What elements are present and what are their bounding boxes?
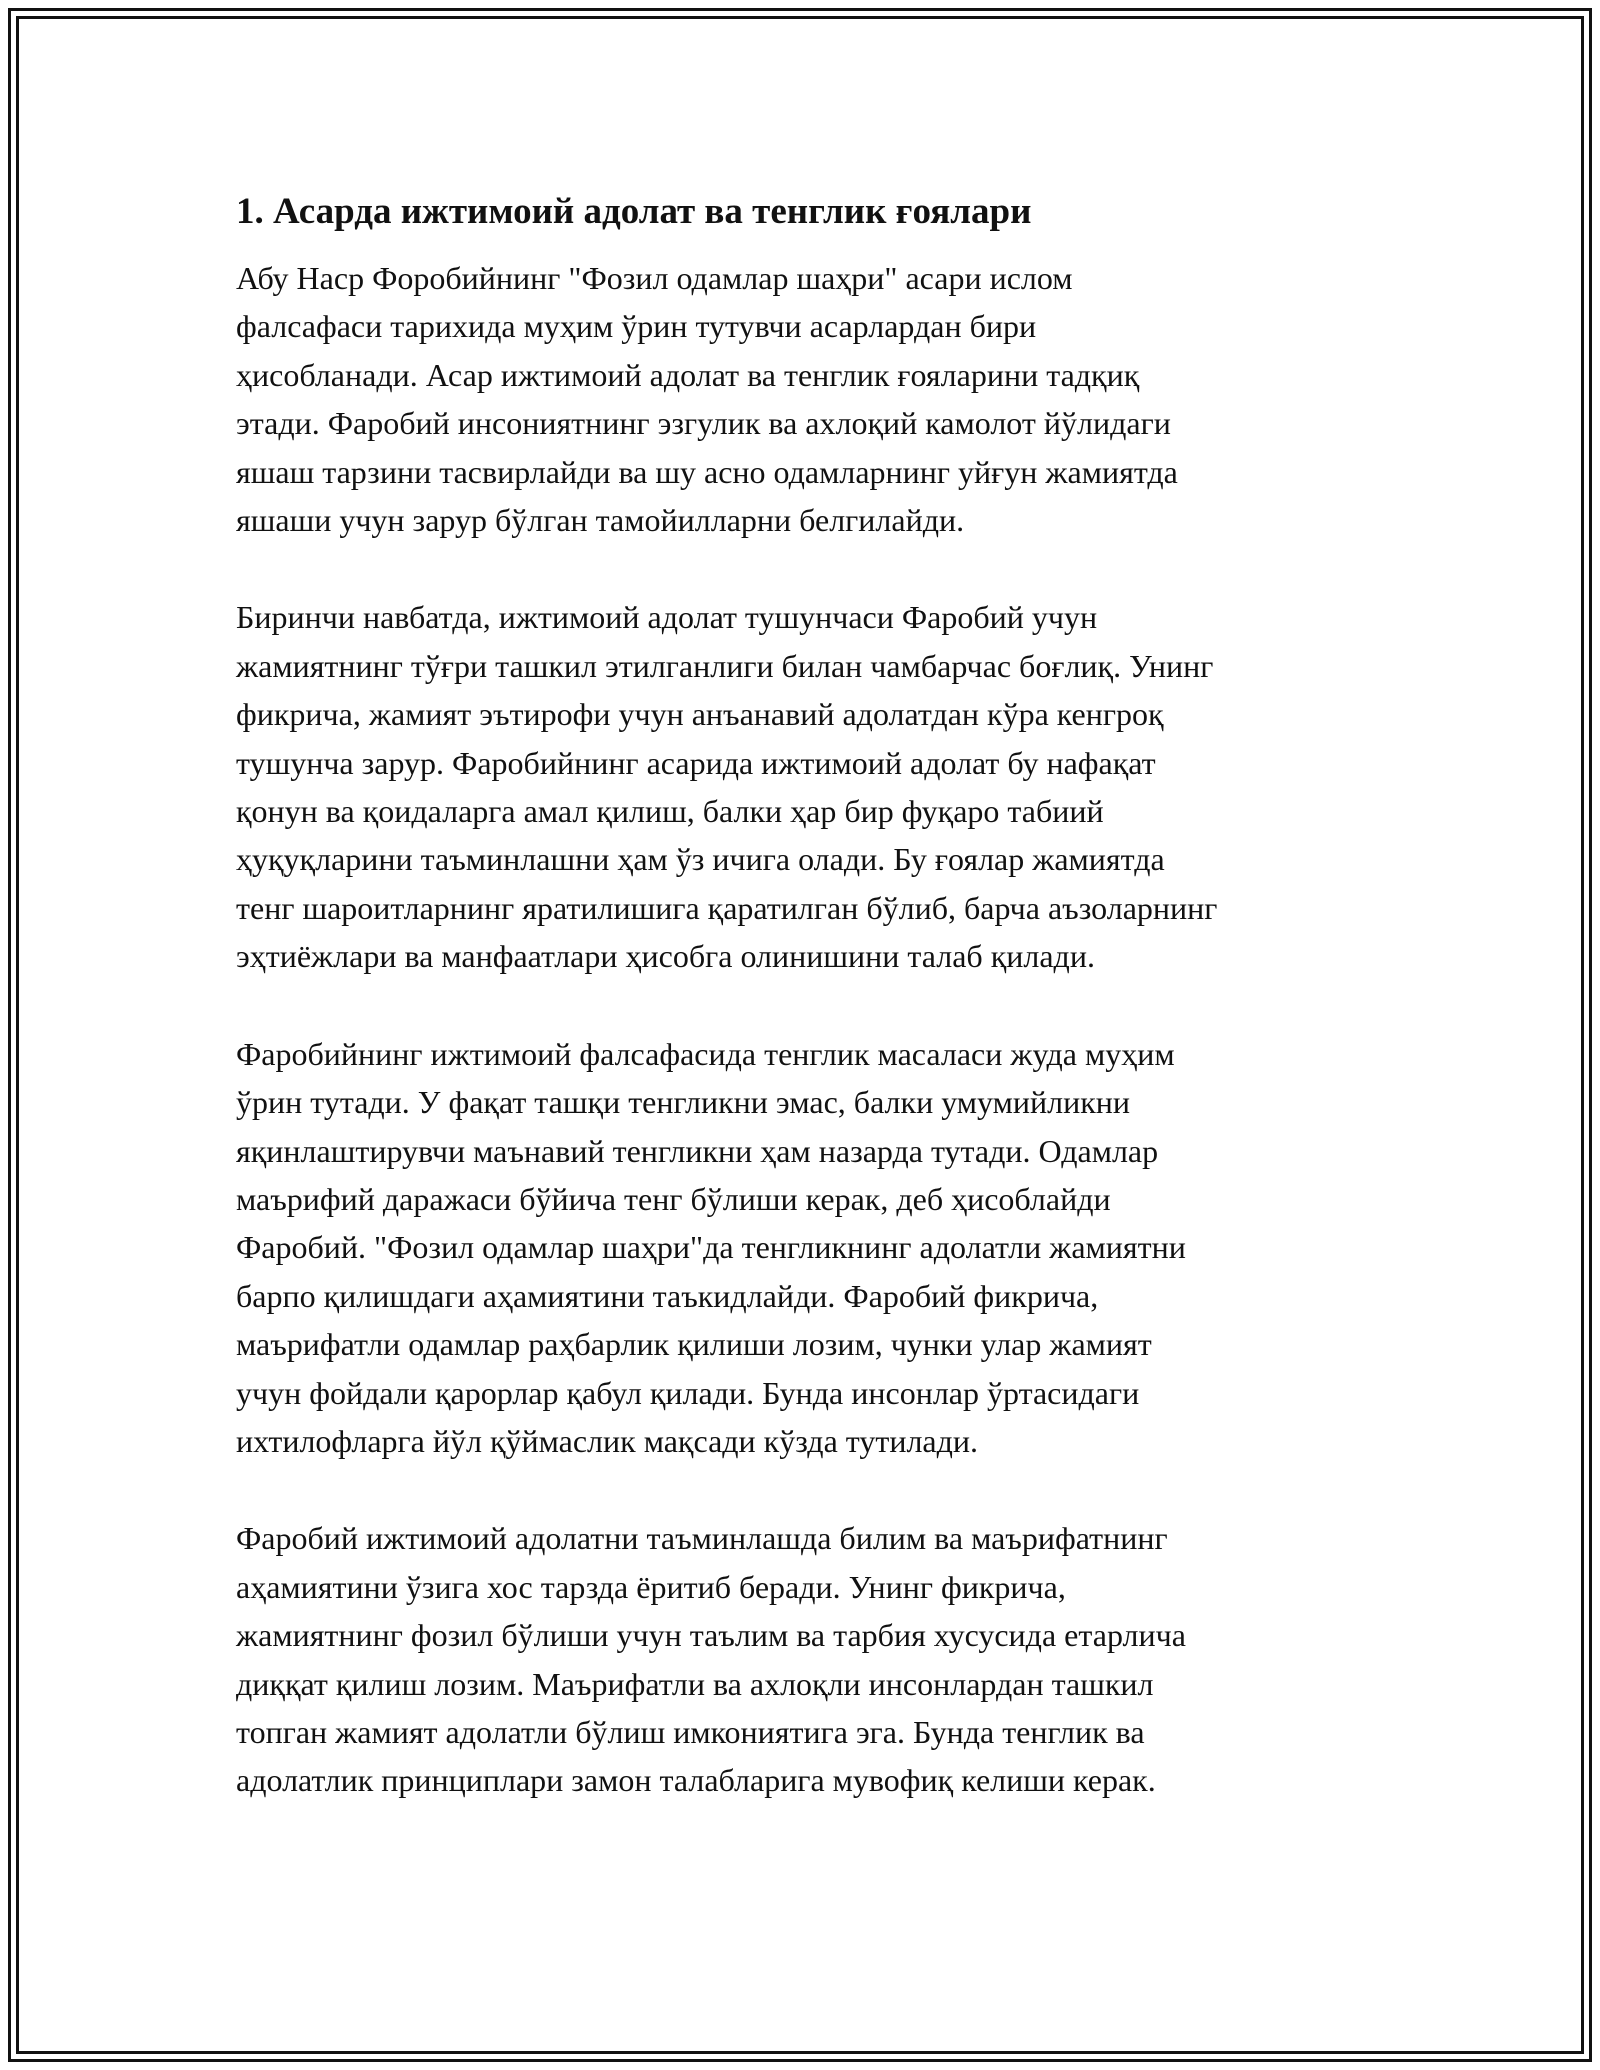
section-heading: 1. Асарда ижтимоий адолат ва тенглик ғоялари [236,191,1032,232]
text-line: яшаши учун зарур бўлган тамойилларни белгилайди. [236,502,965,539]
text-line: барпо қилишдаги аҳамиятини таъкидлайди. Фаробий фикрича, [236,1277,1099,1314]
text-line: жамиятнинг фозил бўлиши учун таълим ва тарбия хусусида етарлича [236,1617,1186,1654]
text-line: маърифатли одамлар раҳбарлик қилиши лозим, чунки улар жамият [236,1326,1152,1363]
text-line: диққат қилиш лозим. Маърифатли ва ахлоқли инсонлардан ташкил [236,1665,1154,1702]
text-line: жамиятнинг тўғри ташкил этилганлиги билан чамбарчас боғлиқ. Унинг [236,647,1214,684]
text-line: Биринчи навбатда, ижтимоий адолат тушунчаси Фаробий учун [236,599,1098,636]
text-line: ҳисобланади. Асар ижтимоий адолат ва тенглик ғояларини тадқиқ [236,356,1140,393]
text-line: яшаш тарзини тасвирлайди ва шу асно одамларнинг уйғун жамиятда [236,453,1178,490]
text-line: ўрин тутади. У фақат ташқи тенгликни эмас, балки умумийликни [236,1084,1130,1121]
body-paragraph-4 [236,1514,1376,1804]
text-line: Фаробий ижтимоий адолатни таъминлашда билим ва маърифатнинг [236,1520,1168,1557]
text-line: топган жамият адолатли бўлиш имкониятига эга. Бунда тенглик ва [236,1713,1145,1750]
text-line: адолатлик принциплари замон талабларига мувофиқ келиши керак. [236,1762,1156,1799]
text-line: ихтилофларга йўл қўймаслик мақсади кўзда тутилади. [236,1422,979,1459]
text-line: Фаробий. "Фозил одамлар шаҳри"да тенгликнинг адолатли жамиятни [236,1229,1186,1266]
text-line: Фаробийнинг ижтимоий фалсафасида тенглик масаласи жуда муҳим [236,1035,1175,1072]
text-line: фикрича, жамият эътирофи учун анъанавий адолатдан кўра кенгроқ [236,696,1164,733]
body-paragraph-1 [236,254,1376,544]
text-line: этади. Фаробий инсониятнинг эзгулик ва ахлоқий камолот йўлидаги [236,405,1171,442]
text-line: Абу Наср Форобийнинг "Фозил одамлар шаҳри" асари ислом [236,260,1073,296]
text-line: аҳамиятини ўзига хос тарзда ёритиб беради. Унинг фикрича, [236,1568,1066,1605]
text-line: ҳуқуқларини таъминлашни ҳам ўз ичига олади. Бу ғоялар жамиятда [236,841,1165,878]
text-line: эҳтиёжлари ва манфаатлари ҳисобга олинишини талаб қилади. [236,938,1095,975]
text-line: тенг шароитларнинг яратилишига қаратилган бўлиб, барча аъзоларнинг [236,889,1218,926]
body-paragraph-2 [236,593,1376,980]
document-body [236,188,1376,1854]
text-line: учун фойдали қарорлар қабул қилади. Бунда инсонлар ўртасидаги [236,1374,1140,1411]
text-line: қонун ва қоидаларга амал қилиш, балки ҳар бир фуқаро табиий [236,793,1104,830]
text-line: тушунча зарур. Фаробийнинг асарида ижтимоий адолат бу нафақат [236,744,1156,781]
text-line: фалсафаси тарихида муҳим ўрин тутувчи асарлардан бири [236,308,1037,345]
body-paragraph-3 [236,1030,1376,1466]
text-line: маърифий даражаси бўйича тенг бўлиши керак, деб ҳисоблайди [236,1180,1111,1217]
paragraph-list [236,254,1376,1805]
text-line: яқинлаштирувчи маънавий тенгликни ҳам назарда тутади. Одамлар [236,1132,1159,1169]
